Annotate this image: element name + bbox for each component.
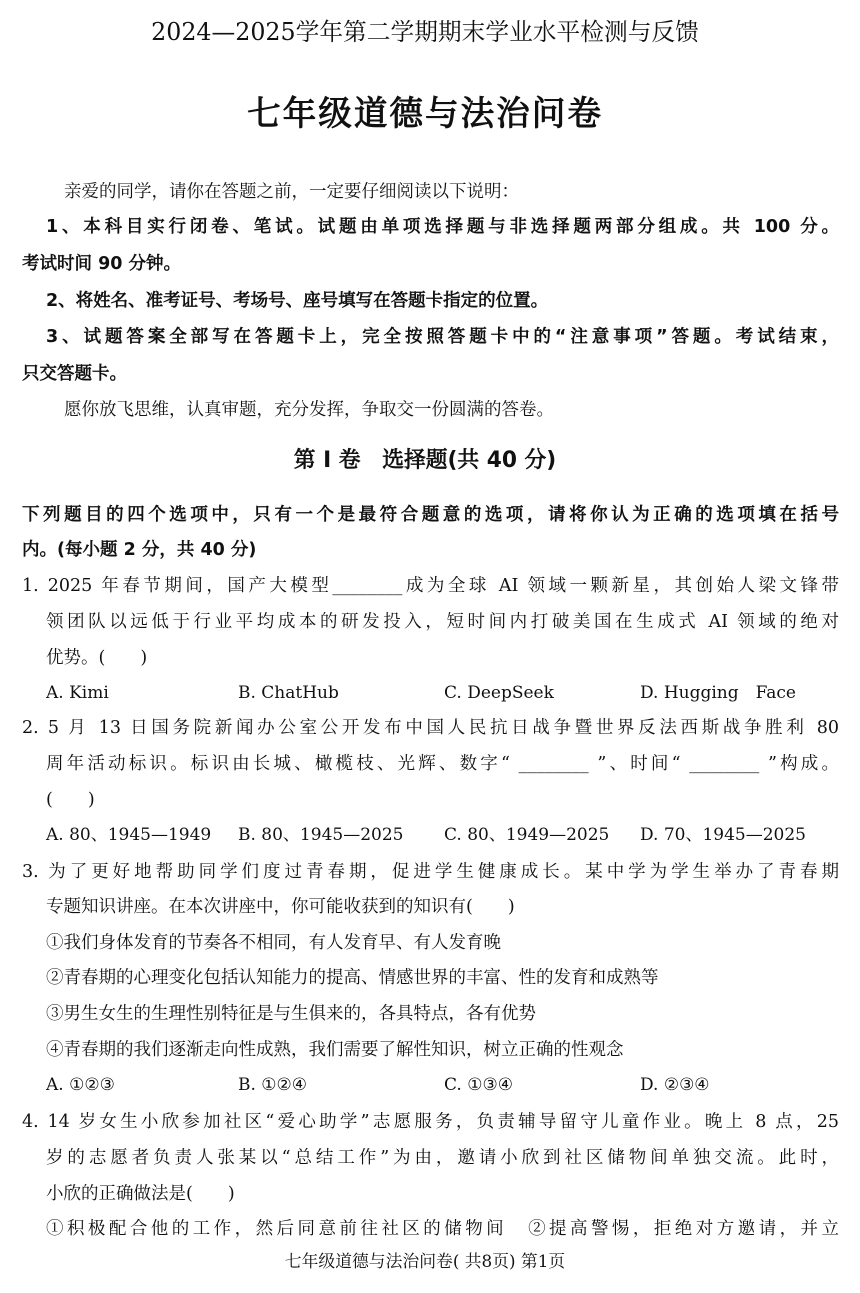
question-4-line-2: 岁的志愿者负责人张某以“总结工作”为由，邀请小欣到社区储物间单独交流。此时， [46,1148,839,1168]
question-3-statement-4: ④青春期的我们逐渐走向性成熟，我们需要了解性知识，树立正确的性观念 [46,1040,624,1060]
question-3-statement-1: ①我们身体发育的节奏各不相同，有人发育早、有人发育晚 [46,933,501,953]
question-3-line-2: 专题知识讲座。在本次讲座中，你可能收获到的知识有( ) [46,897,515,917]
question-2-option-a: A. 80、1945—1949 [46,825,212,845]
exam-title: 2024—2025学年第二学期期末学业水平检测与反馈 [151,18,699,46]
question-3-option-d: D. ②③④ [640,1075,710,1095]
question-3-line-1: 3. 为了更好地帮助同学们度过青春期，促进学生健康成长。某中学为学生举办了青春期 [22,862,839,882]
question-1-line-3: 优势。( ) [46,648,148,668]
page-footer: 七年级道德与法治问卷( 共8页) 第1页 [284,1252,566,1272]
instruction-item-1: 1、本科目实行闭卷、笔试。试题由单项选择题与非选择题两部分组成。共 100 分。 [46,217,839,237]
question-3-statement-2: ②青春期的心理变化包括认知能力的提高、情感世界的丰富、性的发育和成熟等 [46,968,659,988]
question-2-line-3: ( ) [46,790,95,810]
instruction-item-3: 3、试题答案全部写在答题卡上，完全按照答题卡中的“注意事项”答题。考试结束， [46,327,839,347]
section-intro-cont: 内。(每小题 2 分，共 40 分) [22,540,257,560]
question-3-option-a: A. ①②③ [46,1075,115,1095]
question-2-option-b: B. 80、1945—2025 [238,825,404,845]
section-title: 第 I 卷 选择题(共 40 分) [293,448,557,473]
question-1-line-2: 领团队以远低于行业平均成本的研发投入，短时间内打破美国在生成式 AI 领域的绝对 [46,612,839,632]
question-2-line-2: 周年活动标识。标识由长城、橄榄枝、光辉、数字“ ________ ”、时间“ ________ ”构成。 [46,754,839,774]
question-4-line-3: 小欣的正确做法是( ) [46,1184,235,1204]
instruction-item-3-cont: 只交答题卡。 [22,364,127,384]
question-1-option-a: A. Kimi [46,683,109,703]
question-4-statements: ①积极配合他的工作，然后同意前往社区的储物间 ②提高警惕，拒绝对方邀请，并立 [46,1219,839,1239]
instruction-item-2: 2、将姓名、准考证号、考场号、座号填写在答题卡指定的位置。 [46,291,549,311]
question-2-line-1: 2. 5 月 13 日国务院新闻办公室公开发布中国人民抗日战争暨世界反法西斯战争胜利 80 [22,718,839,738]
question-4-line-1: 4. 14 岁女生小欣参加社区“爱心助学”志愿服务，负责辅导留守儿童作业。晚上 8 点，25 [22,1112,839,1132]
question-3-option-c: C. ①③④ [444,1075,513,1095]
question-1-option-b: B. ChatHub [238,683,339,703]
instructions-greeting: 亲爱的同学，请你在答题之前，一定要仔细阅读以下说明： [64,182,519,202]
question-1-line-1: 1. 2025 年春节期间，国产大模型________成为全球 AI 领域一颗新星，其创始人梁文锋带 [22,576,839,596]
instructions-closing: 愿你放飞思维，认真审题，充分发挥，争取交一份圆满的答卷。 [64,400,554,420]
question-3-option-b: B. ①②④ [238,1075,308,1095]
section-intro: 下列题目的四个选项中，只有一个是最符合题意的选项，请将你认为正确的选项填在括号 [22,505,839,525]
instruction-item-1-cont: 考试时间 90 分钟。 [22,254,182,274]
question-2-option-c: C. 80、1949—2025 [444,825,610,845]
question-2-option-d: D. 70、1945—2025 [640,825,806,845]
question-3-statement-3: ③男生女生的生理性别特征是与生俱来的，各具特点，各有优势 [46,1004,536,1024]
question-1-option-d: D. Hugging Face [640,683,796,703]
question-1-option-c: C. DeepSeek [444,683,554,703]
paper-title: 七年级道德与法治问卷 [247,94,603,134]
